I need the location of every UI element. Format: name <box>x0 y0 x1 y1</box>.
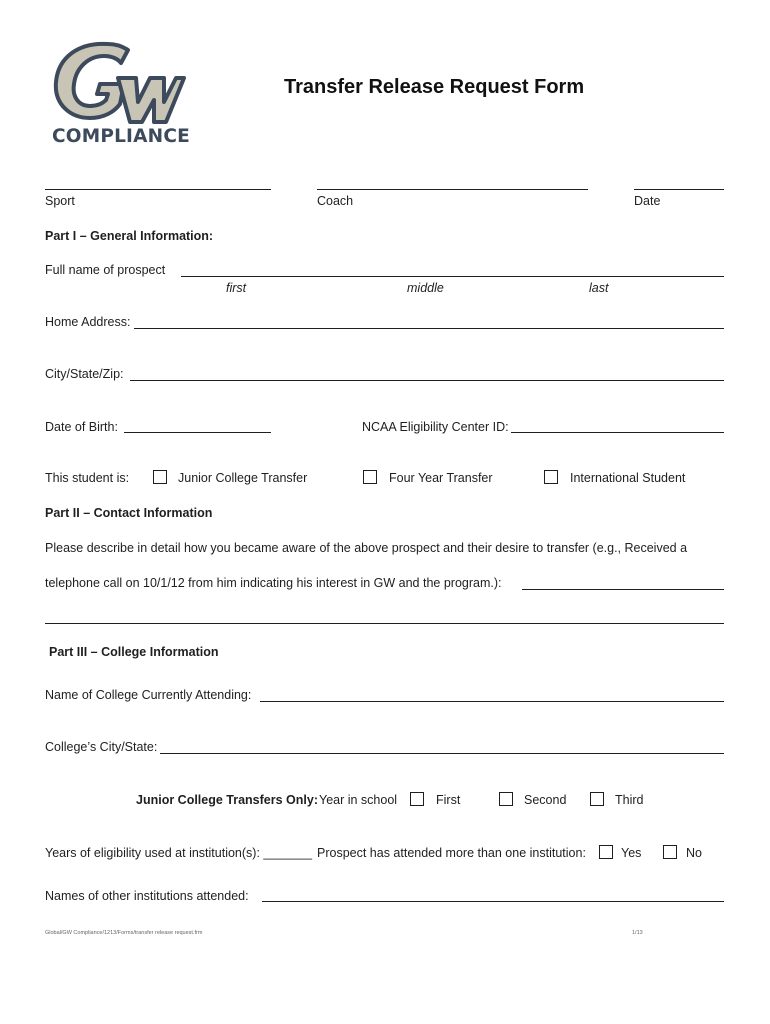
year-second-checkbox[interactable] <box>499 792 513 806</box>
gw-logo-mark <box>48 38 188 128</box>
dob-label: Date of Birth: <box>45 420 118 434</box>
name-last-caption: last <box>589 281 609 295</box>
contact-description-line2: telephone call on 10/1/12 from him indicating his interest in GW and the program.): <box>45 576 502 590</box>
college-city-field[interactable] <box>160 739 724 754</box>
no-label: No <box>686 846 702 860</box>
part3-heading: Part III – College Information <box>49 645 219 659</box>
page-title: Transfer Release Request Form <box>284 76 585 98</box>
home-address-field[interactable] <box>134 314 724 329</box>
college-field[interactable] <box>260 687 724 702</box>
sport-field[interactable] <box>45 175 271 190</box>
international-checkbox[interactable] <box>544 470 558 484</box>
date-field[interactable] <box>634 175 724 190</box>
multiple-institutions-yes-checkbox[interactable] <box>599 845 613 859</box>
home-address-label: Home Address: <box>45 315 131 329</box>
junior-college-checkbox[interactable] <box>153 470 167 484</box>
multiple-institutions-no-checkbox[interactable] <box>663 845 677 859</box>
other-institutions-label: Names of other institutions attended: <box>45 889 249 903</box>
part2-heading: Part II – Contact Information <box>45 506 213 520</box>
ncaa-id-field[interactable] <box>511 418 724 433</box>
contact-description-line1: Please describe in detail how you became aware of the above prospect and their desire to transfer (e.g., Received a <box>45 541 688 555</box>
sport-label: Sport <box>45 194 75 208</box>
name-middle-caption: middle <box>407 281 444 295</box>
gw-logo <box>48 38 188 153</box>
eligibility-used-label: Years of eligibility used at institution(s): _______ <box>45 846 313 860</box>
year-in-school-label: Year in school <box>319 793 398 807</box>
name-first-caption: first <box>226 281 247 295</box>
other-institutions-field[interactable] <box>262 887 724 902</box>
year-third-label: Third <box>615 793 644 807</box>
date-label: Date <box>634 194 661 208</box>
year-first-label: First <box>436 793 461 807</box>
international-option: International Student <box>570 471 686 485</box>
four-year-option: Four Year Transfer <box>389 471 493 485</box>
yes-label: Yes <box>621 846 642 860</box>
part1-heading: Part I – General Information: <box>45 229 214 243</box>
contact-description-line[interactable] <box>45 623 724 624</box>
logo-subtitle: COMPLIANCE <box>52 126 190 147</box>
contact-description-field[interactable] <box>522 575 724 590</box>
footer-path: Global/GW Compliance/1213/Forms/transfer release request.frm <box>45 930 203 936</box>
city-state-zip-label: City/State/Zip: <box>45 367 124 381</box>
coach-field[interactable] <box>317 175 588 190</box>
multiple-institutions-label: Prospect has attended more than one institution: <box>317 846 586 860</box>
junior-college-option: Junior College Transfer <box>178 471 308 485</box>
year-first-checkbox[interactable] <box>410 792 424 806</box>
student-is-label: This student is: <box>45 471 130 485</box>
dob-field[interactable] <box>124 418 271 433</box>
coach-label: Coach <box>317 194 354 208</box>
jc-only-label: Junior College Transfers Only: <box>136 793 318 807</box>
year-third-checkbox[interactable] <box>590 792 604 806</box>
college-city-label: College’s City/State: <box>45 740 158 754</box>
full-name-field[interactable] <box>181 262 724 277</box>
ncaa-id-label: NCAA Eligibility Center ID: <box>362 420 509 434</box>
full-name-label: Full name of prospect <box>45 263 166 277</box>
year-second-label: Second <box>524 793 567 807</box>
college-label: Name of College Currently Attending: <box>45 688 252 702</box>
footer-page: 1/13 <box>632 930 643 936</box>
four-year-checkbox[interactable] <box>363 470 377 484</box>
city-state-zip-field[interactable] <box>130 366 724 381</box>
